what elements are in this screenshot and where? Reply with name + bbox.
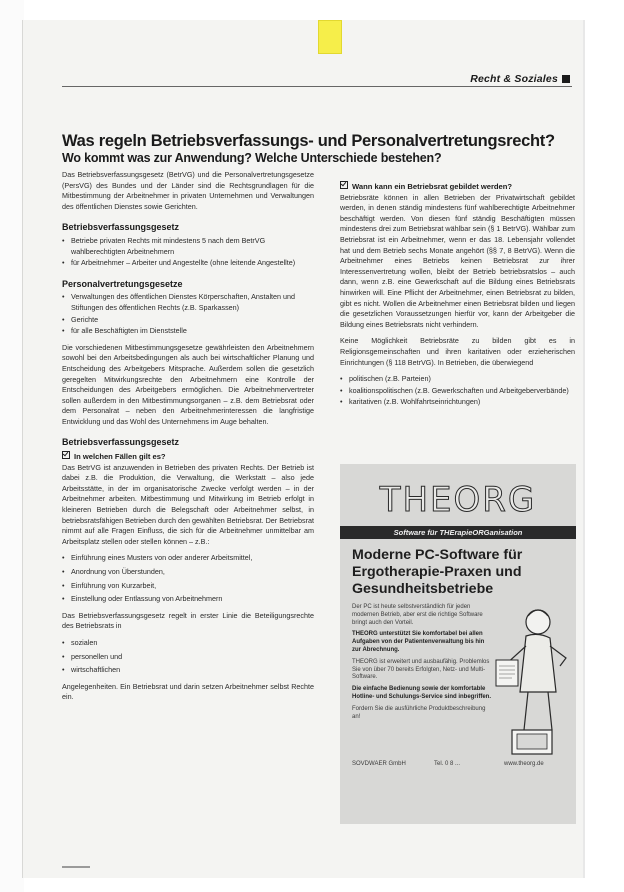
paragraph-angelegenheiten: Angelegenheiten. Ein Betriebsrat und darin setzen Arbeitnehmer selbst Rechte ein. bbox=[62, 681, 314, 702]
list-item: • Einführung eines Musters von oder anderer Arbeitsmittel, bbox=[71, 553, 314, 564]
square-icon bbox=[562, 75, 570, 83]
page-footer-rule bbox=[62, 866, 90, 868]
list-item: • für alle Beschäftigten im Dienststelle bbox=[71, 326, 314, 337]
ad-tagline: Software für THErapieORGanisation bbox=[340, 526, 576, 539]
heading-persvg: Personalvertretungsgesetze bbox=[62, 278, 183, 289]
sticky-note bbox=[318, 20, 342, 54]
list-item: • Betriebe privaten Rechts mit mindestens 5 nach dem BetrVG wahlberechtigten Arbeitnehmern bbox=[71, 236, 314, 257]
paragraph-beteiligung: Das Betriebsverfassungsgesetz regelt in erster Linie die Beteiligungsrechte des Betriebsrats in bbox=[62, 610, 314, 631]
ad-text bbox=[352, 686, 492, 702]
ad-company: SOVDWAER GmbH bbox=[352, 761, 406, 767]
section-header bbox=[470, 73, 570, 85]
ad-text: Der PC ist heute selbstverständlich für jeden modernen Betrieb, aber erst die richtige Software bringt auch den Vorteil. bbox=[352, 604, 483, 626]
intro-paragraph: Das Betriebsverfassungsgesetz (BetrVG) und die Personalvertretungsgesetze (PersVG) des Bundes und der Länder sind die Rechtsgrundlagen für die Mitbestimmung der Arbeitnehmer in privaten Unternehmen und Verwaltungen des öffentlichen Dienstes sowie Gerichten. bbox=[62, 170, 314, 211]
list-persvg bbox=[62, 292, 314, 336]
ad-phone: Tel. 0 8 ... bbox=[434, 761, 461, 767]
ad-body bbox=[352, 604, 492, 725]
ad-text-bold: THEORG unterstützt Sie komfortabel bei allen Aufgaben von der Patientenverwaltung bis hin zur Abrechnung. bbox=[352, 631, 485, 653]
list-beispiele bbox=[62, 553, 314, 604]
therapist-illustration bbox=[490, 602, 572, 762]
list-item: • wirtschaftlichen bbox=[71, 665, 314, 676]
list-item: • Gerichte bbox=[71, 315, 314, 326]
left-column bbox=[62, 170, 314, 709]
theorg-advertisement bbox=[340, 464, 576, 824]
list-item: • Einführung von Kurzarbeit, bbox=[71, 581, 314, 592]
list-item: • Verwaltungen des öffentlichen Dienstes Körperschaften, Anstalten und Stiftungen des öffentlichen Rechts (z.B. Sparkassen) bbox=[71, 292, 314, 313]
heading-betrvg: Betriebsverfassungsgesetz bbox=[62, 222, 180, 233]
ad-text bbox=[352, 631, 492, 654]
paragraph-mitbestimmung: Die vorschiedenen Mitbestimmungsgesetze gewährleisten den Arbeitnehmern sowohl bei den Arbeitsbedingungen als auch bei wirtschaftlicher Planung und Entscheidung des Arbeitgebers Mitsprache. Außerdem sollen die gesetzlich geregelten Mitwirkungsrechte den Arbeitnehmern eine Kontrolle der Entscheidungen des Arbeitgebers ermöglichen. Die Arbeitnehmervertreter sollen außerdem in den Mitbestimmungsorganen – z.B. dem Betriebsrat oder dem Personalrat – neben den Arbeitnehmerinteressen die langfristige Entwicklung und das Wohl des Unternehmens im Auge behalten. bbox=[62, 342, 314, 426]
list-item: • politischen (z.B. Parteien) bbox=[349, 374, 575, 385]
checkbox-icon bbox=[340, 181, 348, 189]
ad-text: Fordern Sie die ausführliche Produktbeschreibung an! bbox=[352, 705, 486, 720]
list-angelegenheiten bbox=[62, 638, 314, 676]
list-item: • koalitionspolitischen (z.B. Gewerkschaften und Arbeitgeberverbände) bbox=[349, 386, 575, 397]
ad-contact bbox=[352, 760, 568, 768]
list-item: • für Arbeitnehmer – Arbeiter und Angestellte (ohne leitende Angestellte) bbox=[71, 258, 314, 269]
list-tendenzbetriebe bbox=[340, 374, 575, 408]
question-label: In welchen Fällen gilt es? bbox=[74, 452, 166, 462]
ad-headline: Moderne PC-Software für Ergotherapie-Praxen und Gesundheitsbetriebe bbox=[352, 547, 523, 597]
article-title: Was regeln Betriebsverfassungs- und Personalvertretungsrecht? bbox=[62, 132, 555, 150]
section-label: Recht & Soziales bbox=[470, 73, 558, 85]
question-label: Wann kann ein Betriebsrat gebildet werden? bbox=[352, 182, 513, 191]
list-betrvg bbox=[62, 236, 314, 269]
list-item: • karitativen (z.B. Wohlfahrtseinrichtungen) bbox=[349, 397, 575, 408]
ad-text: THEORG ist erweitert und ausbaufähig. Problemlos Sie von über 70 bereits Erfolgten, Netz- und Multi-Software. bbox=[352, 658, 490, 681]
paragraph-betriebsrat: Betriebsräte können in allen Betrieben der Privatwirtschaft gebildet werden, in denen ständig mindestens fünf wahlberechtigte Arbeitnehmer beschäftigt werden. Von diesen fünf ständig Beschäftigten müssen mindestens drei zum Betriebsrat wählbar sein (§ 1 BetrVG). Wählbar zum Betriebsrat ist ein Arbeitnehmer, wenn er das 18. Lebensjahr vollendet hat und dem Betrieb sechs Monate angehört (§§ 7, 8 BetrVG). Wenn die Arbeitnehmer eines Betriebs keinen Betriebsrat zur ihrer Interessenvertretung wollen, bleibt der Betrieb betriebsratslos – auch dann, wenn z.B. eine Gewerkschaft auf die Bildung eines Betriebsrats hinwirken will. Eine Pflicht der Arbeitnehmer, einen Betriebsrat zu bilden, gibt es nicht. Wollen die Arbeitnehmer einen Betriebsrat bilden und liegen die gesetzlichen Voraussetzungen hierfür vor, kann der Arbeitgeber die Bildung eines Betriebsrats nicht verhindern. bbox=[340, 192, 575, 329]
ad-text-bold: Die einfache Bedienung sowie der komfortable Hotline- und Schulungs-Service sind inbegriffen. bbox=[352, 686, 492, 700]
list-item: • Einstellung oder Entlassung von Arbeitnehmern bbox=[71, 594, 314, 605]
article-subtitle: Wo kommt was zur Anwendung? Welche Unterschiede bestehen? bbox=[62, 151, 442, 165]
paragraph-religion: Keine Möglichkeit Betriebsräte zu bilden gibt es in Religionsgemeinschaften und ihren karitativen oder erzieherischen Einrichtungen (§ 118 BetrVG). In Betrieben, die überwiegend bbox=[340, 336, 575, 367]
right-column bbox=[340, 178, 575, 414]
list-item: • Anordnung von Überstunden, bbox=[71, 567, 314, 578]
ad-website: www.theorg.de bbox=[504, 761, 544, 767]
binder-edge bbox=[0, 0, 24, 892]
heading-betrvg-2: Betriebsverfassungsgesetz bbox=[62, 437, 180, 448]
list-item: • personellen und bbox=[71, 652, 314, 663]
question-betriebsrat bbox=[340, 181, 575, 193]
paragraph-anwendung: Das BetrVG ist anzuwenden in Betrieben des privaten Rechts. Der Betrieb ist dabei z.B. die Produktion, die Verwaltung, die Werkstatt – also jede Arbeitsstätte, in der im organisatorische Zwecke verfolgt werden – in der Arbeitnehmer arbeiten. Mitbestimmung und Mitwirkung im Betrieb erfolgt in kleineren Betrieben durch die Belegschaft oder Arbeitnehmer selbst, in betriebsratsfähigen Betrieben durch den gewählten Betriebsrat. Der Betriebsrat nimmt auf alle Fragen Einfluss, die sich für die Arbeitnehmer unmittelbar am Arbeitsplatz stellen oder stellen können – z.B.: bbox=[62, 462, 314, 546]
checkbox-icon bbox=[62, 451, 70, 459]
theorg-logo: THEORG bbox=[379, 480, 537, 520]
header-rule bbox=[62, 86, 572, 87]
list-item: • sozialen bbox=[71, 638, 314, 649]
question-faelle bbox=[62, 451, 314, 463]
